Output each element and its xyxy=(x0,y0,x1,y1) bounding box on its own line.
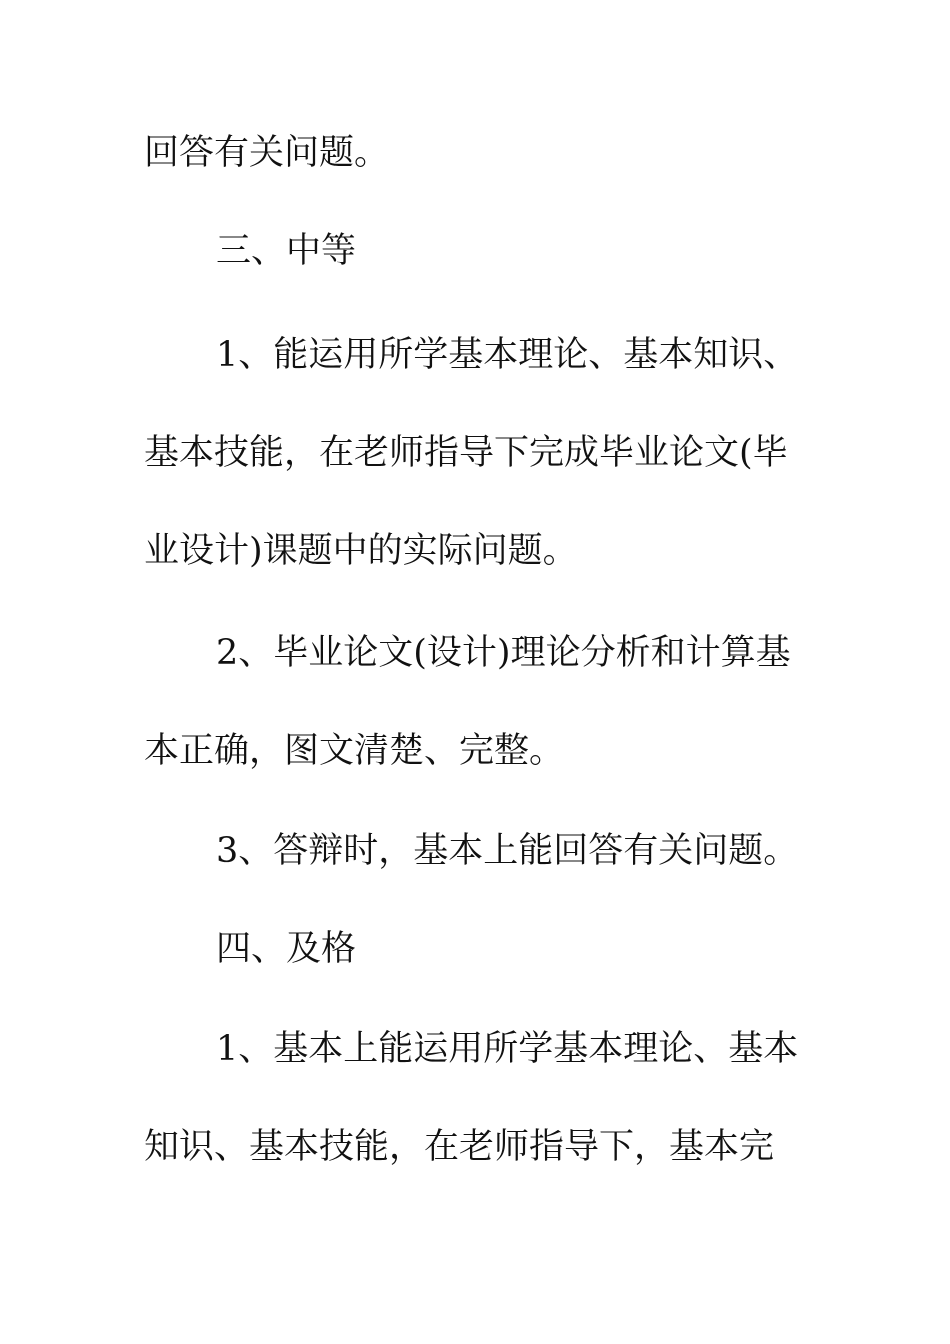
text-line-item-1-end: 业设计)课题中的实际问题。 xyxy=(144,531,578,571)
text-line-pass-item-1-cont: 知识、基本技能，在老师指导下，基本完 xyxy=(144,1127,775,1167)
text-line-item-1: 1、能运用所学基本理论、基本知识、 xyxy=(216,335,799,375)
section-heading-medium: 三、中等 xyxy=(216,231,357,271)
text-line-item-2: 2、毕业论文(设计)理论分析和计算基 xyxy=(216,633,791,673)
text-line-item-1-cont: 基本技能，在老师指导下完成毕业论文(毕 xyxy=(144,433,788,473)
section-heading-pass: 四、及格 xyxy=(216,929,357,969)
text-line-item-3: 3、答辩时，基本上能回答有关问题。 xyxy=(216,831,799,871)
text-line-item-2-end: 本正确，图文清楚、完整。 xyxy=(144,731,565,771)
text-line-pass-item-1: 1、基本上能运用所学基本理论、基本 xyxy=(216,1029,799,1069)
text-line-continuation: 回答有关问题。 xyxy=(144,133,390,173)
